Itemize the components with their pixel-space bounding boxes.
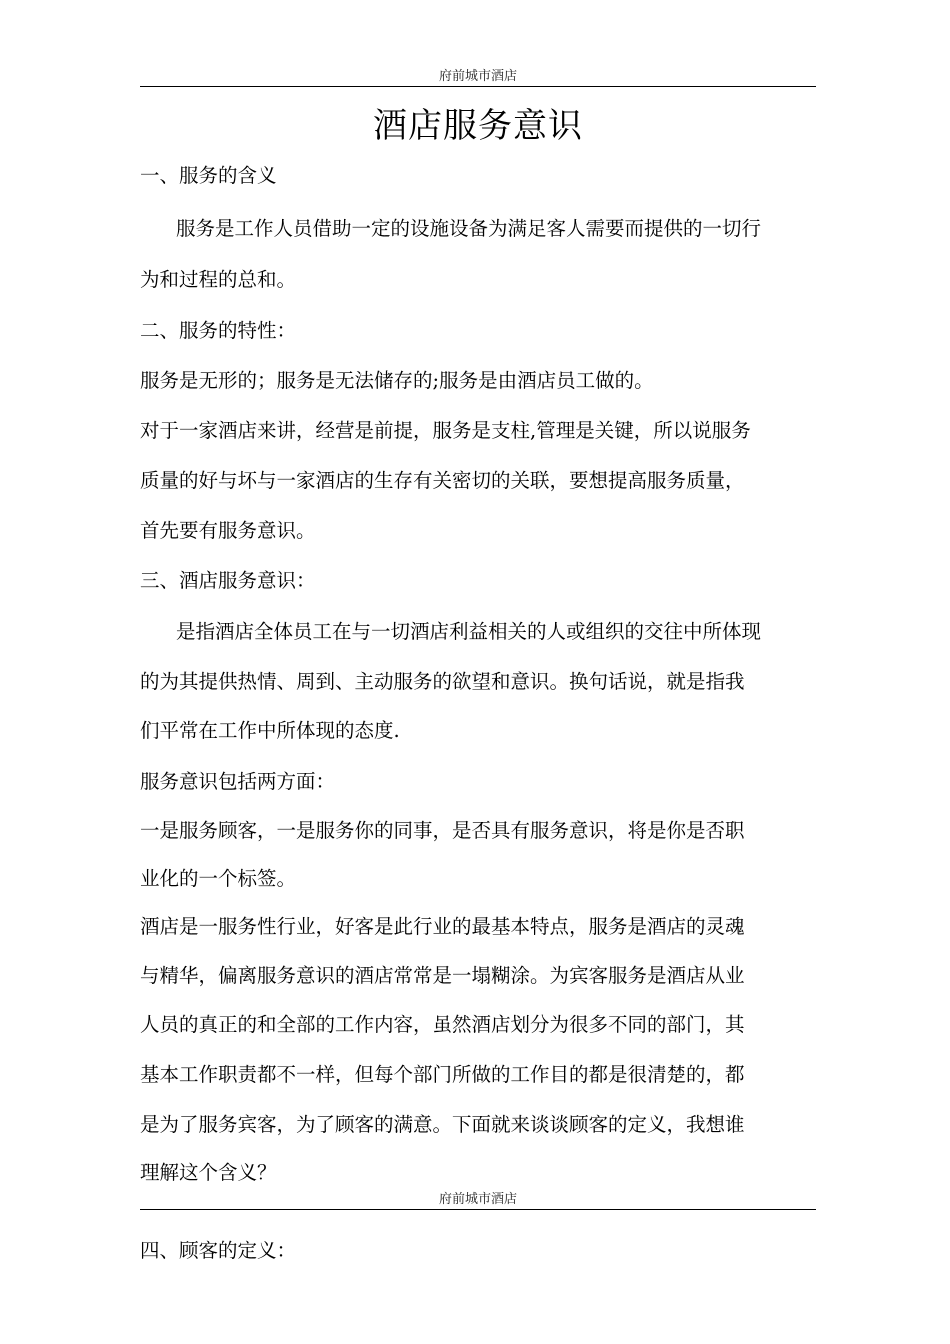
paragraph-line: 们平常在工作中所体现的态度.	[140, 719, 400, 742]
paragraph-line: 基本工作职责都不一样，但每个部门所做的工作目的都是很清楚的，都	[140, 1063, 745, 1086]
paragraph-line: 一是服务顾客，一是服务你的同事，是否具有服务意识，将是你是否职	[140, 819, 745, 842]
paragraph-line: 质量的好与坏与一家酒店的生存有关密切的关联，要想提高服务质量，	[140, 469, 745, 492]
paragraph-line: 酒店是一服务性行业，好客是此行业的最基本特点，服务是酒店的灵魂	[140, 915, 745, 938]
running-header: 府前城市酒店	[438, 1192, 517, 1207]
header-rule	[140, 1209, 816, 1210]
paragraph-line: 服务是工作人员借助一定的设施设备为满足客人需要而提供的一切行	[176, 217, 762, 240]
paragraph-line: 为和过程的总和。	[140, 268, 297, 291]
paragraph-line: 服务意识包括两方面：	[140, 770, 336, 793]
section-heading: 四、顾客的定义：	[140, 1239, 297, 1262]
document-title: 酒店服务意识	[373, 106, 583, 146]
header-rule	[140, 86, 816, 87]
paragraph-line: 人员的真正的和全部的工作内容，虽然酒店划分为很多不同的部门，其	[140, 1013, 745, 1036]
paragraph-line: 理解这个含义？	[140, 1161, 277, 1184]
paragraph-line: 是为了服务宾客，为了顾客的满意。下面就来谈谈顾客的定义，我想谁	[140, 1113, 745, 1136]
paragraph-line: 是指酒店全体员工在与一切酒店利益相关的人或组织的交往中所体现	[176, 620, 762, 643]
paragraph-line: 与精华，偏离服务意识的酒店常常是一塌糊涂。为宾客服务是酒店从业	[140, 964, 745, 987]
section-heading: 一、服务的含义	[140, 164, 277, 187]
paragraph-line: 业化的一个标签。	[140, 867, 297, 890]
running-header: 府前城市酒店	[438, 69, 517, 84]
section-heading: 二、服务的特性：	[140, 319, 297, 342]
section-heading: 三、酒店服务意识：	[140, 569, 316, 592]
paragraph-line: 首先要有服务意识。	[140, 519, 316, 542]
paragraph-line: 的为其提供热情、周到、主动服务的欲望和意识。换句话说，就是指我	[140, 670, 745, 693]
paragraph-line: 对于一家酒店来讲，经营是前提，服务是支柱,管理是关键，所以说服务	[140, 419, 751, 442]
paragraph-line: 服务是无形的；服务是无法储存的;服务是由酒店员工做的。	[140, 369, 654, 392]
